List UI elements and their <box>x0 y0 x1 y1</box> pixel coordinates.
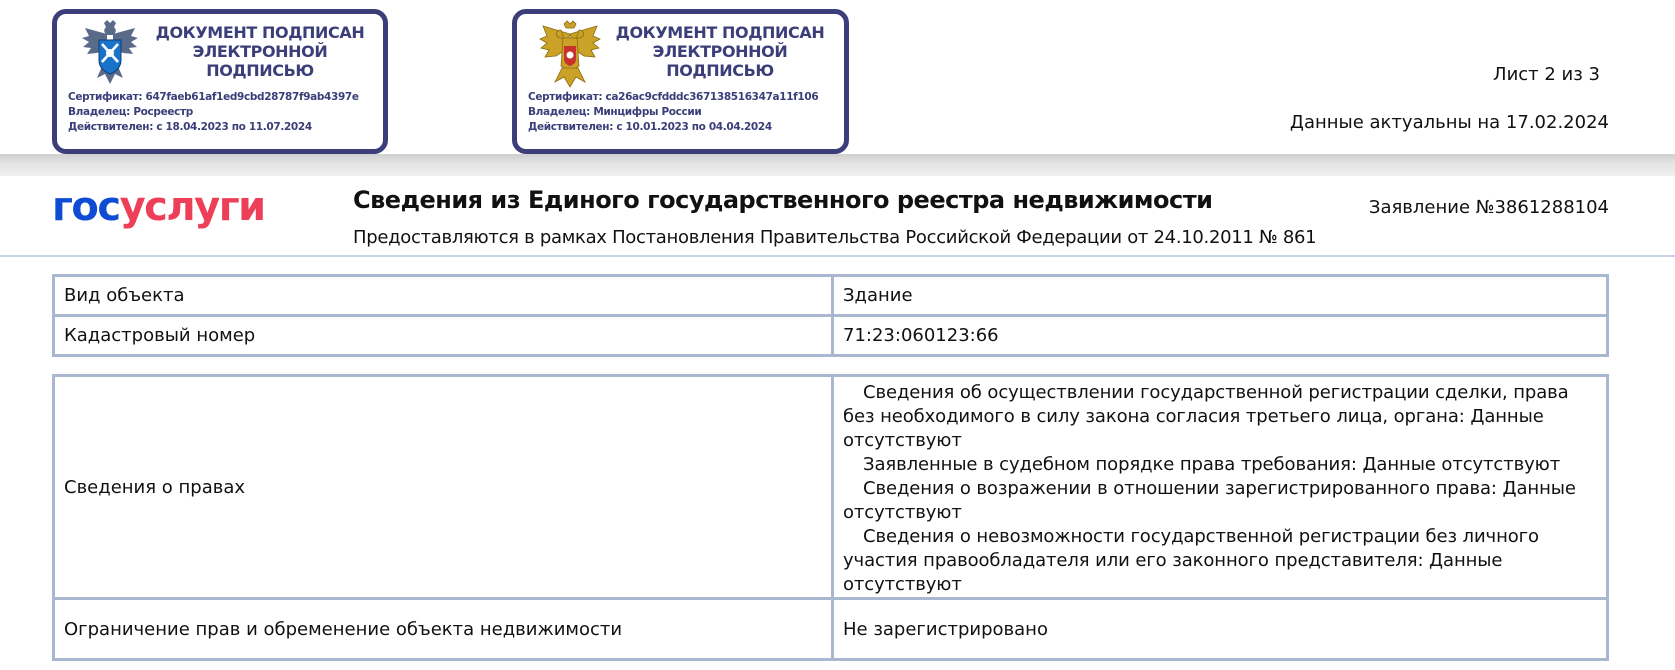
stamp-owner: Владелец: Минцифры России <box>528 106 702 118</box>
rosreestr-emblem-icon <box>77 20 143 90</box>
data-actual-date: Данные актуальны на 17.02.2024 <box>1289 112 1609 133</box>
request-number: Заявление №3861288104 <box>1368 197 1609 218</box>
rights-paragraph: Сведения об осуществлении государственной регистрации сделки, права без необходимого в силу закона согласия третьего лица, органа: Данные отсутствуют <box>843 382 1569 451</box>
rights-value <box>833 376 1608 599</box>
gosuslugi-logo <box>52 184 265 230</box>
page-separator <box>0 154 1675 176</box>
page-title: Сведения из Единого государственного реестра недвижимости <box>353 186 1213 214</box>
russian-coat-of-arms-icon <box>537 20 603 90</box>
logo-part-uslugi: услуги <box>119 184 265 230</box>
header-divider <box>0 255 1675 257</box>
cadastral-number-value: 71:23:060123:66 <box>833 316 1608 356</box>
rights-info-table <box>52 374 1609 661</box>
table-row <box>54 376 1608 599</box>
encumbrance-value: Не зарегистрировано <box>833 599 1608 660</box>
table-row <box>54 599 1608 660</box>
table-row <box>54 316 1608 356</box>
stamp-title: ДОКУМЕНТ ПОДПИСАН ЭЛЕКТРОННОЙ ПОДПИСЬЮ <box>615 23 825 80</box>
stamp-certificate: Сертификат: 647faeb61af1ed9cbd28787f9ab4397e <box>68 91 359 103</box>
table-row <box>54 276 1608 316</box>
signature-strip <box>0 0 1675 154</box>
rights-paragraph: Заявленные в судебном порядке права требования: Данные отсутствуют <box>863 454 1561 475</box>
object-type-value: Здание <box>833 276 1608 316</box>
encumbrance-label: Ограничение прав и обременение объекта недвижимости <box>54 599 833 660</box>
cadastral-number-label: Кадастровый номер <box>54 316 833 356</box>
sheet-counter: Лист 2 из 3 <box>1493 64 1600 85</box>
rights-label: Сведения о правах <box>54 376 833 599</box>
object-type-label: Вид объекта <box>54 276 833 316</box>
stamp-certificate: Сертификат: ca26ac9cfdddc367138516347a11f106 <box>528 91 819 103</box>
rights-paragraph: Сведения о невозможности государственной регистрации без личного участия правообладателя или его законного представителя: Данные отсутствуют <box>843 526 1539 595</box>
logo-part-gos: гос <box>52 184 120 230</box>
stamp-validity: Действителен: с 10.01.2023 по 04.04.2024 <box>528 121 772 133</box>
object-info-table <box>52 274 1609 357</box>
stamp-title: ДОКУМЕНТ ПОДПИСАН ЭЛЕКТРОННОЙ ПОДПИСЬЮ <box>155 23 365 80</box>
page-subtitle: Предоставляются в рамках Постановления Правительства Российской Федерации от 24.10.2011 № 861 <box>353 227 1317 248</box>
stamp-owner: Владелец: Росреестр <box>68 106 193 118</box>
rights-paragraph: Сведения о возражении в отношении зарегистрированного права: Данные отсутствуют <box>843 478 1576 523</box>
stamp-validity: Действителен: с 18.04.2023 по 11.07.2024 <box>68 121 312 133</box>
signature-stamp-rosreestr <box>52 9 388 154</box>
signature-stamp-mintsifry <box>512 9 849 154</box>
